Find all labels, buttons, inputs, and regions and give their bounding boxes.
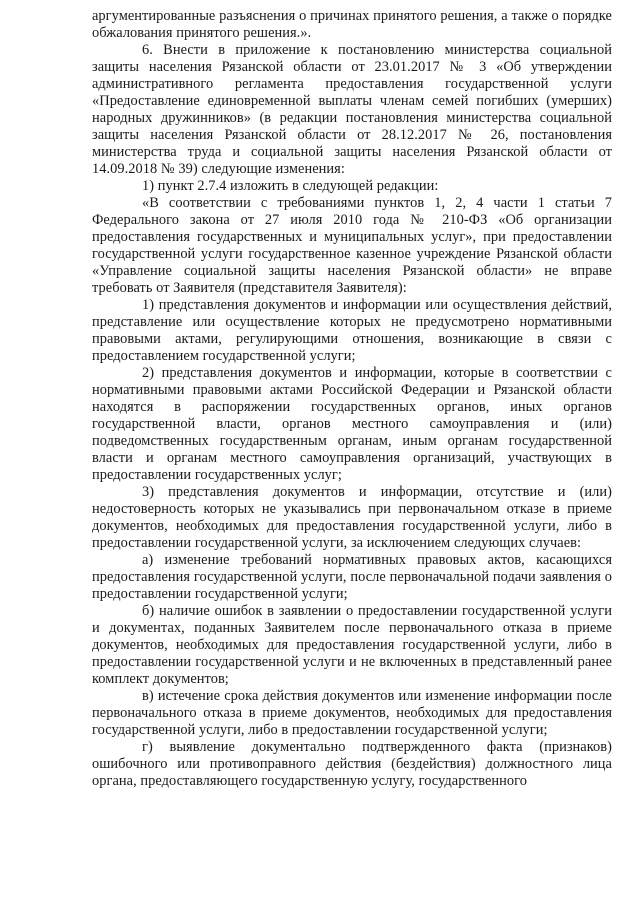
paragraph-point-3: 3) представления документов и информации, отсутствие и (или) недостоверность которых не указывались при первоначальном отказе в приеме документов, необходимых для предоставления государственной услуги, либо в предоставлении государственной услуги, за исключением следующих случаев: bbox=[92, 484, 612, 551]
paragraph-point-2: 2) представления документов и информации, которые в соответствии с нормативными правовыми актами Российской Федерации и Рязанской области находятся в распоряжении государственных органов, иных органов государственной власти, органов местного самоуправления и (или) подведомственных государственным органам, иным органам государственной власти и органам местного самоуправления организаций, участвующих в предоставлении государственных услуг; bbox=[92, 365, 612, 483]
paragraph-quote-intro: «В соответствии с требованиями пунктов 1, 2, 4 части 1 статьи 7 Федерального закона от 27 июля 2010 года № 210-ФЗ «Об организации предоставления государственных и муниципальных услуг», при предоставлении государственной услуги государственное казенное учреждение Рязанской области «Управление социальной защиты населения Рязанской области» не вправе требовать от Заявителя (представителя Заявителя): bbox=[92, 195, 612, 296]
paragraph-case-a: а) изменение требований нормативных правовых актов, касающихся предоставления государственной услуги, после первоначальной подачи заявления о предоставлении государственной услуги; bbox=[92, 552, 612, 602]
paragraph-case-b: б) наличие ошибок в заявлении о предоставлении государственной услуги и документах, поданных Заявителем после первоначального отказа в приеме документов, необходимых для предоставления государственной услуги, либо в предоставлении государственной услуги и не включенных в представленный ранее комплект документов; bbox=[92, 603, 612, 687]
paragraph-subitem-1: 1) пункт 2.7.4 изложить в следующей редакции: bbox=[142, 178, 439, 194]
paragraph-case-g: г) выявление документально подтвержденного факта (признаков) ошибочного или противоправного действия (бездействия) должностного лица органа, предоставляющего государственную услугу, государственного bbox=[92, 739, 612, 789]
paragraph-case-v: в) истечение срока действия документов или изменение информации после первоначального отказа в приеме документов, необходимых для предоставления государственной услуги, либо в предоставлении государственной услуги; bbox=[92, 688, 612, 738]
paragraph-point-1: 1) представления документов и информации или осуществления действий, представление или осуществление которых не предусмотрено нормативными правовыми актами, регулирующими отношения, возникающие в связи с предоставлением государственной услуги; bbox=[92, 297, 612, 364]
paragraph-item-6: 6. Внести в приложение к постановлению министерства социальной защиты населения Рязанской области от 23.01.2017 № 3 «Об утверждении административного регламента предоставления государственной услуги «Предоставление единовременной выплаты членам семей погибших (умерших) народных дружинников» (в редакции постановления министерства социальной защиты населения Рязанской области от 28.12.2017 № 26, постановления министерства труда и социальной защиты населения Рязанской области от 14.09.2018 № 39) следующие изменения: bbox=[92, 42, 612, 177]
paragraph-continuation: аргументированные разъяснения о причинах принятого решения, а также о порядке обжалования принятого решения.». bbox=[92, 8, 612, 41]
